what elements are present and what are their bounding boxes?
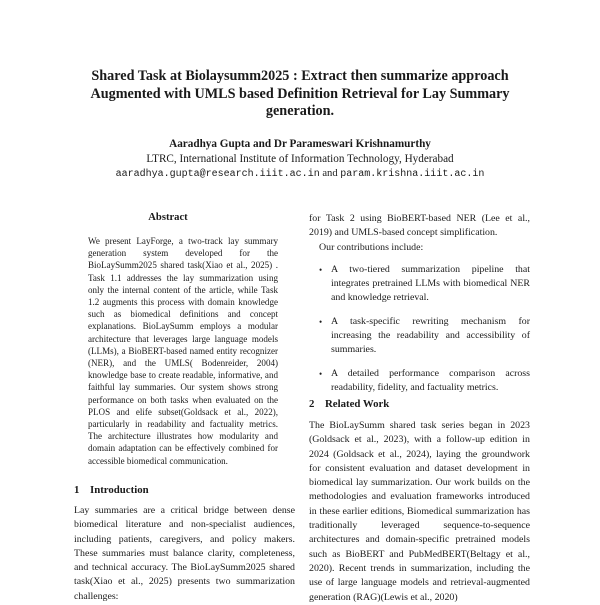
email-joiner: and: [319, 168, 341, 179]
introduction-number: 1: [74, 484, 80, 496]
bullet-icon: •: [319, 264, 323, 275]
contributions-list: [309, 263, 530, 395]
contribution-text: A detailed performance comparison across readability, fidelity, and factuality metrics.: [331, 367, 530, 393]
email-secondary: param.krishna.iiit.ac.in: [340, 169, 485, 180]
contribution-text: A task-specific rewriting mechanism for increasing the readability and accessibility of summaries.: [331, 315, 530, 356]
list-item: [309, 367, 530, 396]
abstract-heading: Abstract: [148, 212, 188, 223]
author-emails: [60, 168, 540, 180]
abstract-text: We present LayForge, a two-track lay summary generation system developed for the BioLaySumm2025 shared task(Xiao et al., 2025) . Task 1.1 addresses the lay summarization using only the internal content of the article, while Task 1.2 augments this process with domain knowledge such as biomedical definitions and concept explanations. BioLaySumm employs a modular architecture that leverages large language models (LLMs), a BioBERT-based named entity recognizer (NER), and the UMLS( Bodenreider, 2004) knowledge base to create readable, informative, and faithful lay summaries. Our system shows strong performance on both tasks when evaluated on the PLOS and elife subset(Goldsack et al., 2022), particularly in readability and factuality metrics. The architecture illustrates how modularity and domain adaptation can be effectively combined for accessible biomedical communication.: [88, 236, 278, 466]
introduction-title: Introduction: [90, 484, 149, 496]
list-item: [309, 315, 530, 358]
task2-continuation: for Task 2 using BioBERT-based NER (Lee et al., 2019) and UMLS-based concept simplification.: [309, 213, 530, 239]
introduction-text: Lay summaries are a critical bridge between dense biomedical literature and non-specialist audiences, including patients, caregivers, and policy makers. These summaries must balance clarity, completeness, and technical accuracy. The BioLaySumm2025 shared task(Xiao et al., 2025) presents two summarization challenges:: [74, 505, 295, 602]
related-work-heading: [309, 398, 389, 410]
contribution-text: A two-tiered summarization pipeline that integrates pretrained LLMs with biomedical NER and knowledge retrieval.: [331, 263, 530, 304]
introduction-heading: [74, 484, 149, 496]
bullet-icon: •: [319, 368, 323, 379]
related-work-number: 2: [309, 398, 315, 410]
author-affiliation: LTRC, International Institute of Information Technology, Hyderabad: [146, 153, 454, 165]
paper-authors: Aaradhya Gupta and Dr Parameswari Krishnamurthy: [169, 138, 431, 150]
related-work-title: Related Work: [325, 398, 390, 410]
email-primary: aaradhya.gupta@research.iiit.ac.in: [115, 169, 320, 180]
right-column: [309, 212, 530, 404]
bullet-icon: •: [319, 316, 323, 327]
paper-title: Shared Task at Biolaysumm2025 : Extract then summarize approach Augmented with UMLS based Definition Retrieval for Lay Summary generation.: [90, 68, 510, 119]
related-work-text: The BioLaySumm shared task series began in 2023 (Goldsack et al., 2023), with a follow-up edition in 2024 (Goldsack et al., 2024), laying the groundwork for consistent evaluation and dataset development in biomedical lay summarization. Our work builds on the methodologies and evaluation frameworks introduced in these earlier editions, Biomedical summarization has traditionally leveraged sequence-to-sequence architectures and domain-specific pretrained models such as BioBERT and PubMedBERT(Beltagy et al., 2020). Recent trends in summarization, including the use of large language models and retrieval-augmented generation (RAG)(Lewis et al., 2020): [309, 420, 530, 603]
contributions-intro: Our contributions include:: [319, 241, 424, 253]
list-item: [309, 263, 530, 306]
